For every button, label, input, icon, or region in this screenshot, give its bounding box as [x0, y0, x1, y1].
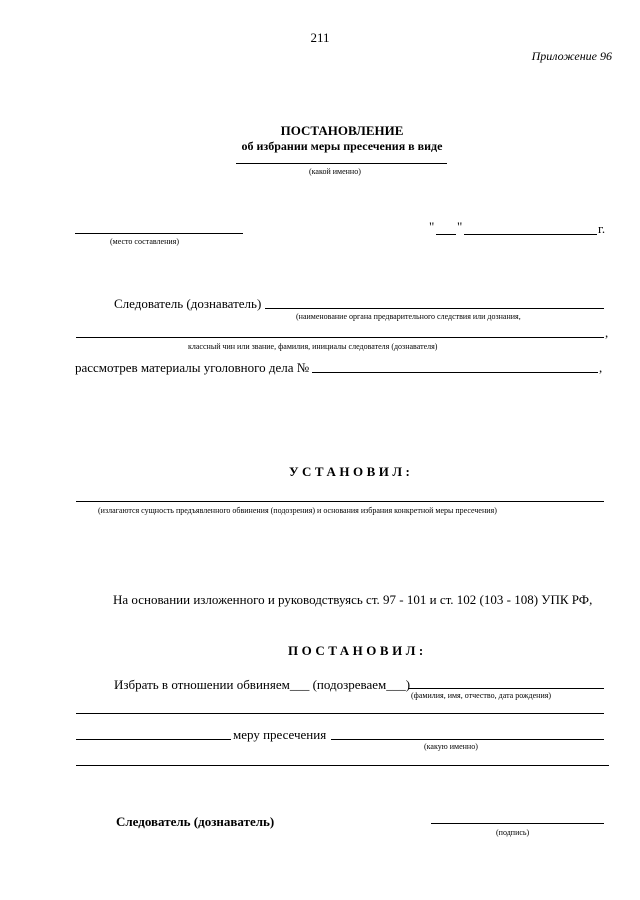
person-continuation-line[interactable]	[76, 713, 604, 714]
basis-text: На основании изложенного и руководствуясь ст. 97 - 101 и ст. 102 (103 - 108) УПК РФ,	[113, 592, 593, 607]
person-line[interactable]	[408, 688, 604, 689]
investigator-label: Следователь (дознаватель)	[114, 296, 262, 311]
signature-label: Следователь (дознаватель)	[116, 814, 275, 829]
date-quote-close: "	[457, 219, 463, 234]
measure-label: меру пресечения	[233, 727, 327, 742]
investigator-rank-caption: классный чин или звание, фамилия, инициалы следователя (дознавателя)	[188, 342, 438, 351]
date-quote-open: "	[429, 219, 435, 234]
place-caption: (место составления)	[110, 237, 179, 246]
document-title: ПОСТАНОВЛЕНИЕ	[280, 123, 404, 138]
signature-line[interactable]	[431, 823, 604, 824]
measure-line-right[interactable]	[331, 739, 604, 740]
appendix-label: Приложение 96	[531, 49, 612, 63]
choose-label: Избрать в отношении обвиняем___ (подозреваем___)	[114, 677, 411, 692]
measure-type-caption: (какой именно)	[309, 167, 361, 176]
signature-caption: (подпись)	[496, 828, 530, 837]
investigator-org-line[interactable]	[265, 308, 604, 309]
investigator-org-caption: (наименование органа предварительного следствия или дознания,	[296, 312, 521, 321]
person-caption: (фамилия, имя, отчество, дата рождения)	[411, 691, 552, 700]
month-line[interactable]	[464, 234, 597, 235]
measure-line-left[interactable]	[76, 739, 231, 740]
measure-continuation-line[interactable]	[76, 765, 609, 766]
established-heading: УСТАНОВИЛ:	[289, 464, 414, 479]
place-line[interactable]	[75, 233, 243, 234]
day-line[interactable]	[436, 234, 456, 235]
case-number-label: рассмотрев материалы уголовного дела №	[75, 360, 310, 375]
rank-line-comma: ,	[605, 325, 609, 340]
resolved-heading: ПОСТАНОВИЛ:	[288, 643, 427, 658]
year-suffix: г.	[598, 221, 606, 236]
investigator-rank-line[interactable]	[76, 337, 604, 338]
page-number: 211	[310, 30, 330, 45]
measure-type-line[interactable]	[236, 163, 447, 164]
established-caption: (излагаются сущность предъявленного обвинения (подозрения) и основания избрания конкретной меры пресечения)	[98, 506, 497, 515]
case-number-comma: ,	[599, 360, 603, 375]
case-number-line[interactable]	[312, 372, 598, 373]
measure-caption: (какую именно)	[424, 742, 478, 751]
document-subtitle: об избрании меры пресечения в виде	[241, 139, 443, 153]
established-line[interactable]	[76, 501, 604, 502]
